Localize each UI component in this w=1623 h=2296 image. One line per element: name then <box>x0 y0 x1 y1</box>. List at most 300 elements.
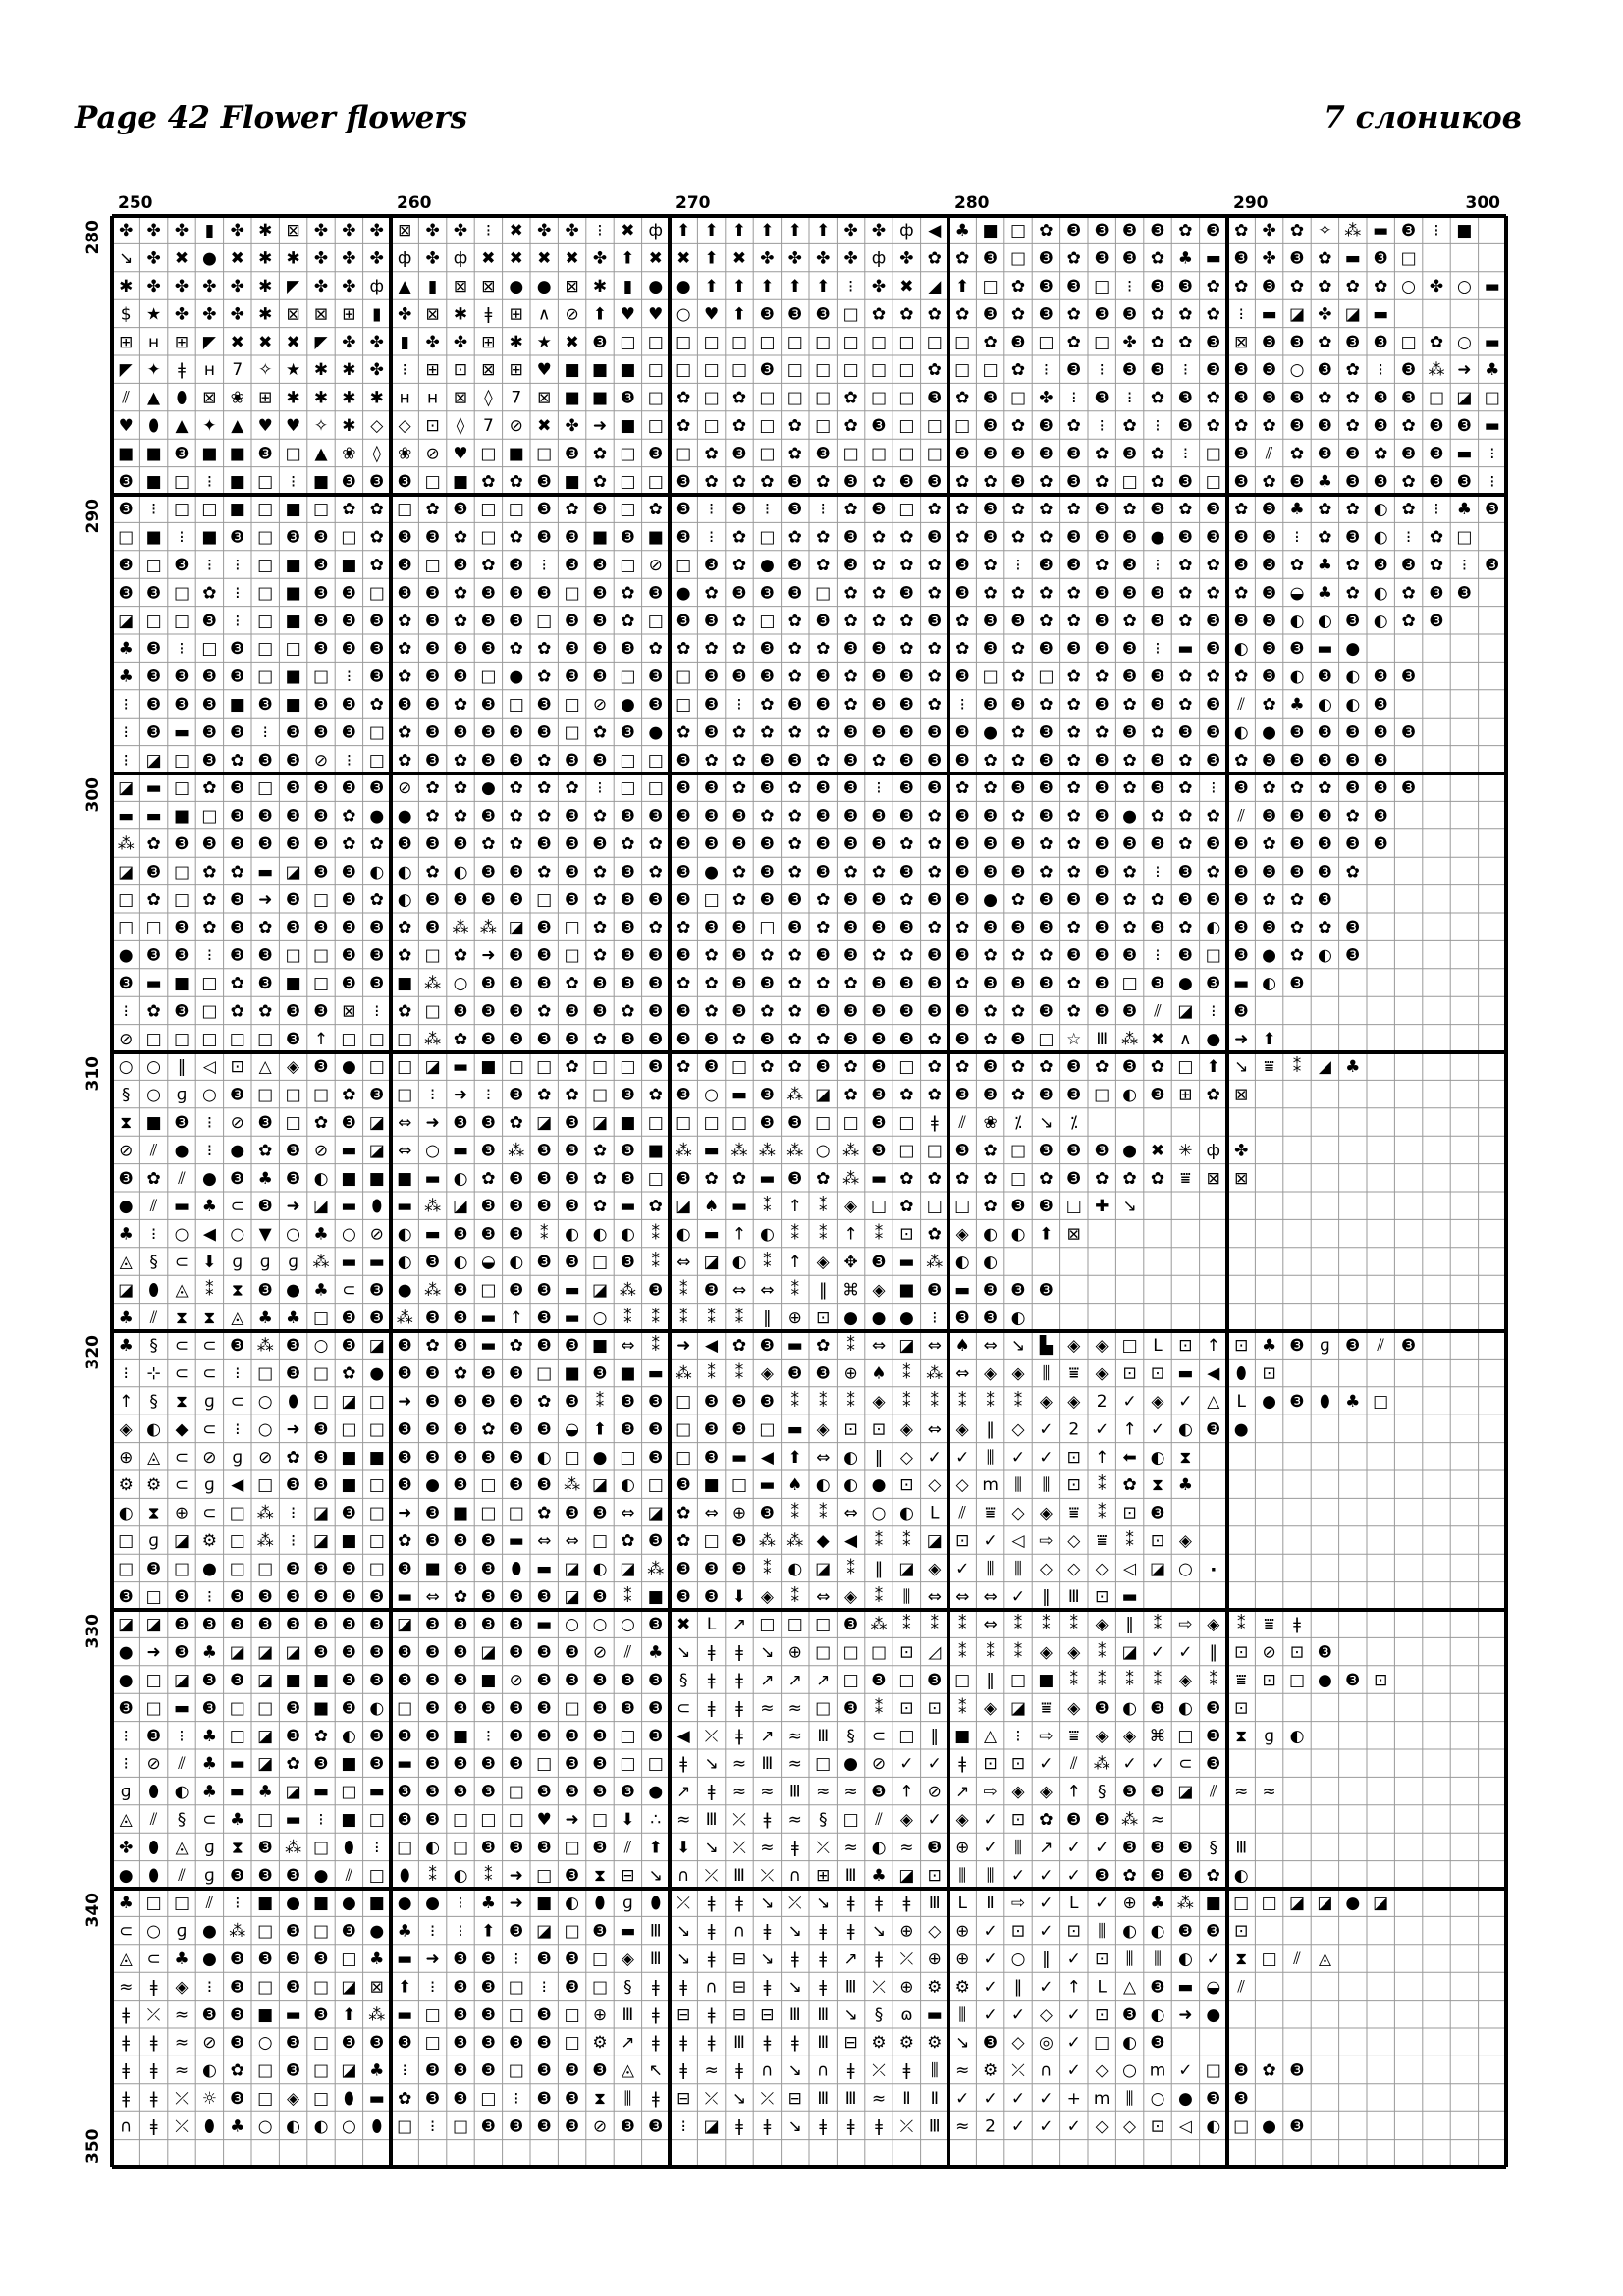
stitch-symbol: ✿ <box>1066 500 1081 520</box>
stitch-symbol: ✿ <box>1122 1168 1137 1189</box>
stitch-symbol: □ <box>620 1057 636 1078</box>
stitch-symbol: ● <box>286 1280 301 1301</box>
stitch-symbol: ❸ <box>1317 1642 1333 1663</box>
stitch-symbol: ↗ <box>731 1615 747 1635</box>
stitch-symbol: ○ <box>565 1615 580 1635</box>
stitch-symbol: ⁝ <box>290 1531 297 1551</box>
stitch-symbol: ⊘ <box>509 1671 523 1690</box>
stitch-symbol: ● <box>1345 1894 1361 1914</box>
stitch-symbol: □ <box>842 1113 859 1133</box>
stitch-symbol: ≈ <box>174 2004 189 2025</box>
stitch-symbol: □ <box>536 1865 553 1886</box>
stitch-symbol: □ <box>480 1475 497 1496</box>
stitch-symbol: ✿ <box>704 583 719 604</box>
stitch-symbol: ✿ <box>1289 556 1305 575</box>
stitch-symbol: ✿ <box>592 945 608 966</box>
stitch-symbol: ⧗ <box>231 1838 243 1858</box>
stitch-symbol: ✿ <box>899 527 914 548</box>
stitch-symbol: ❸ <box>1289 639 1305 660</box>
stitch-symbol: ɡ <box>176 1085 188 1105</box>
stitch-symbol: ● <box>1122 1141 1138 1161</box>
stitch-symbol: ⇔ <box>927 1586 942 1607</box>
stitch-symbol: ✤ <box>1039 388 1054 408</box>
stitch-symbol: ❸ <box>676 945 691 966</box>
stitch-symbol: ǂ <box>1293 1615 1301 1635</box>
stitch-symbol: ❸ <box>1289 388 1305 408</box>
stitch-symbol: □ <box>564 695 580 715</box>
stitch-symbol: □ <box>368 1057 385 1078</box>
stitch-symbol: □ <box>508 1057 524 1078</box>
stitch-symbol: ⇔ <box>927 1336 942 1357</box>
stitch-symbol: ❸ <box>453 639 468 660</box>
stitch-symbol: □ <box>368 583 385 604</box>
stitch-symbol: ❸ <box>871 834 887 854</box>
stitch-symbol: ❸ <box>927 974 943 993</box>
stitch-symbol: ⧗ <box>176 1392 188 1412</box>
stitch-symbol: ❸ <box>759 974 776 993</box>
stitch-symbol: ✿ <box>398 2089 412 2109</box>
stitch-symbol: ❸ <box>257 1197 273 1217</box>
stitch-symbol: ❸ <box>703 806 720 827</box>
stitch-symbol: ❸ <box>285 1615 301 1635</box>
stitch-symbol: ✿ <box>899 611 914 631</box>
stitch-symbol: ■ <box>285 556 301 575</box>
stitch-symbol: ⁑ <box>790 1392 800 1412</box>
stitch-symbol: ▬ <box>424 1168 441 1189</box>
stitch-symbol: □ <box>145 1029 162 1049</box>
stitch-symbol: ❸ <box>480 1029 497 1049</box>
stitch-symbol: ❸ <box>676 1586 691 1607</box>
stitch-symbol: ♣ <box>1485 360 1500 381</box>
stitch-symbol: ❸ <box>759 862 776 882</box>
stitch-symbol: ◈ <box>1011 1363 1025 1384</box>
stitch-symbol: ✿ <box>1039 611 1054 631</box>
stitch-symbol: ❸ <box>703 1447 720 1468</box>
stitch-symbol: ❸ <box>842 1615 859 1635</box>
stitch-symbol: ❸ <box>982 1280 999 1301</box>
stitch-symbol: ❸ <box>898 1029 915 1049</box>
stitch-symbol: ❸ <box>1038 248 1055 269</box>
stitch-symbol: ● <box>480 778 496 799</box>
stitch-symbol: ⁑ <box>1125 1531 1134 1551</box>
stitch-symbol: ❸ <box>536 500 552 520</box>
stitch-symbol: ✿ <box>537 1503 552 1523</box>
stitch-symbol: ❸ <box>620 722 636 743</box>
stitch-symbol: □ <box>703 332 720 352</box>
stitch-symbol: □ <box>397 1838 413 1858</box>
stitch-symbol: ◐ <box>118 1503 134 1523</box>
stitch-symbol: ⁂ <box>479 918 497 938</box>
stitch-symbol: ▬ <box>786 1419 803 1440</box>
stitch-symbol: ❸ <box>1206 834 1221 854</box>
stitch-symbol: ↑ <box>1066 1782 1081 1802</box>
stitch-symbol: ❸ <box>424 1419 441 1440</box>
stitch-symbol: ❸ <box>1150 221 1165 241</box>
stitch-symbol: ǂ <box>149 2060 158 2081</box>
stitch-symbol: ✿ <box>1066 806 1081 827</box>
stitch-symbol: □ <box>815 1113 832 1133</box>
stitch-symbol: ❸ <box>759 1029 776 1049</box>
stitch-symbol: ⊕ <box>955 1838 970 1858</box>
stitch-symbol: ❸ <box>842 918 859 938</box>
stitch-symbol: ❸ <box>313 1615 329 1635</box>
stitch-symbol: ❸ <box>703 1419 720 1440</box>
stitch-symbol: ♥ <box>257 416 273 436</box>
stitch-symbol: ❸ <box>453 1113 468 1133</box>
stitch-symbol: □ <box>118 527 135 548</box>
stitch-symbol: ⁂ <box>508 1141 525 1161</box>
stitch-symbol: □ <box>730 360 748 381</box>
stitch-symbol: ✖ <box>230 248 244 269</box>
stitch-symbol: ❸ <box>648 1029 664 1049</box>
stitch-symbol: ❸ <box>842 889 859 910</box>
stitch-symbol: ○ <box>1150 2089 1165 2109</box>
stitch-symbol: ♣ <box>369 1949 385 1969</box>
stitch-symbol: ✿ <box>592 471 608 492</box>
stitch-symbol: ⊡ <box>955 1531 970 1551</box>
stitch-symbol: ⇔ <box>398 1141 412 1161</box>
stitch-symbol: ▬ <box>759 1168 776 1189</box>
stitch-symbol: ◪ <box>285 1642 301 1663</box>
stitch-symbol: □ <box>508 2060 524 2081</box>
stitch-symbol: ❸ <box>341 1642 357 1663</box>
stitch-symbol: ⊡ <box>843 1419 858 1440</box>
stitch-symbol: ■ <box>145 444 162 464</box>
stitch-symbol: □ <box>676 667 692 687</box>
stitch-symbol: ✿ <box>1178 583 1193 604</box>
stitch-symbol: ❸ <box>731 918 747 938</box>
stitch-symbol: □ <box>480 527 497 548</box>
stitch-symbol: □ <box>536 611 553 631</box>
stitch-symbol: ❸ <box>285 1363 301 1384</box>
stitch-symbol: ✿ <box>899 639 914 660</box>
stitch-symbol: ▬ <box>536 1615 553 1635</box>
stitch-symbol: ✿ <box>816 1336 831 1357</box>
stitch-symbol: ● <box>369 1363 385 1384</box>
stitch-symbol: ❸ <box>1289 471 1305 492</box>
stitch-symbol: ✿ <box>787 527 802 548</box>
stitch-symbol: ⁝ <box>597 778 603 799</box>
stitch-symbol: ✿ <box>704 750 719 771</box>
stitch-symbol: ǂ <box>122 2060 131 2081</box>
stitch-symbol: ❸ <box>648 945 664 966</box>
stitch-symbol: ❸ <box>1345 1671 1361 1690</box>
stitch-symbol: ❸ <box>842 1029 859 1049</box>
stitch-symbol: □ <box>201 806 218 827</box>
stitch-symbol: ◪ <box>257 1642 274 1663</box>
stitch-symbol: ❸ <box>676 1559 691 1579</box>
stitch-symbol: ❸ <box>453 1671 468 1690</box>
stitch-symbol: ❸ <box>564 1865 580 1886</box>
stitch-symbol: ❸ <box>1345 918 1361 938</box>
stitch-symbol: □ <box>1233 1894 1250 1914</box>
stitch-symbol: ❸ <box>648 667 664 687</box>
stitch-symbol: ⊠ <box>1066 1224 1081 1245</box>
stitch-symbol: ✿ <box>899 1085 914 1105</box>
stitch-symbol: □ <box>898 1141 915 1161</box>
stitch-symbol: ≈ <box>955 2116 970 2137</box>
stitch-symbol: ❸ <box>871 722 887 743</box>
stitch-symbol: □ <box>397 1698 413 1719</box>
stitch-symbol: ❸ <box>509 1586 524 1607</box>
stitch-symbol: ❸ <box>509 556 524 575</box>
stitch-symbol: ‖ <box>874 1559 884 1579</box>
stitch-symbol: ➜ <box>258 889 273 910</box>
stitch-symbol: ❸ <box>592 1001 608 1022</box>
stitch-symbol: ❸ <box>1261 500 1277 520</box>
stitch-symbol: ❸ <box>536 1168 552 1189</box>
stitch-symbol: ✿ <box>1345 388 1360 408</box>
stitch-symbol: □ <box>312 500 330 520</box>
stitch-symbol: ◪ <box>676 1197 692 1217</box>
stitch-symbol: ✿ <box>955 918 970 938</box>
stitch-symbol: ❸ <box>1010 1029 1026 1049</box>
stitch-symbol: ▲ <box>231 416 244 436</box>
stitch-symbol: ❸ <box>313 1447 329 1468</box>
stitch-symbol: ⊕ <box>843 1363 858 1384</box>
stitch-symbol: ⁑ <box>818 1197 828 1217</box>
stitch-symbol: ǂ <box>735 1671 743 1690</box>
stitch-symbol: ⤫ <box>676 1894 691 1914</box>
stitch-symbol: ● <box>118 945 134 966</box>
stitch-symbol: ✿ <box>1206 304 1220 325</box>
stitch-symbol: 2 <box>1096 1392 1108 1412</box>
stitch-symbol: ✿ <box>676 974 691 993</box>
stitch-symbol: ❸ <box>509 2033 524 2054</box>
stitch-symbol: ○ <box>1456 277 1472 296</box>
stitch-symbol: ⫽ <box>149 1810 158 1830</box>
stitch-symbol: ● <box>369 1921 385 1942</box>
stitch-symbol: □ <box>1205 471 1221 492</box>
stitch-symbol: □ <box>257 778 274 799</box>
stitch-symbol: ǂ <box>679 1977 688 1998</box>
stitch-symbol: ⊟ <box>731 1949 747 1969</box>
stitch-symbol: ⁝ <box>179 527 185 548</box>
stitch-symbol: ⊕ <box>731 1503 747 1523</box>
stitch-symbol: □ <box>173 1029 190 1049</box>
stitch-symbol: ✓ <box>927 1754 942 1775</box>
stitch-symbol: ♥ <box>285 416 301 436</box>
stitch-symbol: □ <box>508 1977 524 1998</box>
stitch-symbol: ◐ <box>201 2060 217 2081</box>
stitch-symbol: ✿ <box>398 918 412 938</box>
stitch-symbol: ❸ <box>230 1586 245 1607</box>
stitch-symbol: ✿ <box>313 1113 329 1133</box>
stitch-symbol: ❸ <box>480 2060 497 2081</box>
stitch-symbol: ▬ <box>730 1197 748 1217</box>
stitch-symbol: ❸ <box>480 1559 497 1579</box>
stitch-symbol: ⊂ <box>174 1363 189 1384</box>
stitch-symbol: □ <box>1009 1671 1027 1690</box>
stitch-symbol: ‖ <box>177 1057 187 1078</box>
stitch-symbol: ≈ <box>871 2089 887 2109</box>
stitch-symbol: ❸ <box>453 1419 468 1440</box>
stitch-symbol: □ <box>564 722 580 743</box>
stitch-symbol: ✿ <box>731 416 747 436</box>
stitch-symbol: ❸ <box>982 248 999 269</box>
stitch-symbol: ♣ <box>397 1921 412 1942</box>
stitch-symbol: ◪ <box>368 1113 385 1133</box>
stitch-symbol: ▬ <box>759 1475 776 1496</box>
stitch-symbol: ∩ <box>732 1921 746 1942</box>
stitch-symbol: ✓ <box>1095 1838 1109 1858</box>
stitch-symbol: ❸ <box>424 1253 441 1272</box>
stitch-symbol: ✿ <box>816 471 831 492</box>
stitch-symbol: ⩸ <box>1068 1726 1079 1746</box>
column-label: 290 <box>1233 193 1269 213</box>
stitch-symbol: ⁝ <box>1155 416 1161 436</box>
stitch-symbol: ● <box>1262 722 1277 743</box>
stitch-symbol: ❸ <box>927 471 943 492</box>
stitch-symbol: ⧗ <box>1179 1447 1192 1468</box>
stitch-symbol: ❸ <box>1373 695 1388 715</box>
stitch-symbol: ◐ <box>1122 1085 1138 1105</box>
stitch-symbol: ❸ <box>453 2004 468 2025</box>
stitch-symbol: ❸ <box>1289 1336 1305 1357</box>
stitch-symbol: ♣ <box>118 1336 134 1357</box>
stitch-symbol: ● <box>425 1475 441 1496</box>
stitch-symbol: □ <box>647 1113 664 1133</box>
stitch-symbol: ➜ <box>146 1642 161 1663</box>
stitch-symbol: ⁑ <box>902 1392 911 1412</box>
stitch-symbol: ❸ <box>703 918 720 938</box>
stitch-symbol: ◐ <box>397 1253 412 1272</box>
stitch-symbol: ⁑ <box>1013 1615 1023 1635</box>
stitch-symbol: ⧗ <box>120 1113 133 1133</box>
stitch-symbol: ⁝ <box>123 722 129 743</box>
stitch-symbol: ✤ <box>119 1838 134 1858</box>
stitch-symbol: ⊕ <box>119 1447 134 1468</box>
stitch-symbol: ⤫ <box>899 1949 914 1969</box>
stitch-symbol: ⁝ <box>1015 556 1021 575</box>
stitch-symbol: ✿ <box>369 500 384 520</box>
stitch-symbol: ✿ <box>537 862 552 882</box>
stitch-symbol: ✖ <box>621 221 635 241</box>
stitch-symbol: ◢ <box>1318 1057 1331 1078</box>
stitch-symbol: ✿ <box>1262 778 1276 799</box>
stitch-symbol: ✿ <box>1318 918 1332 938</box>
stitch-symbol: ❸ <box>285 1586 301 1607</box>
stitch-symbol: ❸ <box>230 834 245 854</box>
stitch-symbol: ■ <box>285 611 301 631</box>
stitch-symbol: □ <box>703 388 720 408</box>
stitch-symbol: ✓ <box>1010 2089 1026 2109</box>
stitch-symbol: Ⅲ <box>817 2033 830 2054</box>
stitch-symbol: ❸ <box>313 611 329 631</box>
stitch-symbol: ◤ <box>202 332 216 352</box>
row-label: 300 <box>83 777 103 813</box>
stitch-symbol: ❸ <box>397 1336 412 1357</box>
stitch-symbol: ■ <box>341 1531 357 1551</box>
stitch-symbol: ⁝ <box>206 471 213 492</box>
stitch-symbol: ❸ <box>676 471 691 492</box>
stitch-symbol: ✿ <box>787 1057 802 1078</box>
stitch-symbol: ♣ <box>1345 1057 1361 1078</box>
stitch-symbol: ◐ <box>1233 1865 1249 1886</box>
stitch-symbol: ❸ <box>898 862 915 882</box>
stitch-symbol: ✓ <box>983 1810 998 1830</box>
stitch-symbol: □ <box>620 778 636 799</box>
stitch-symbol: ❸ <box>927 1671 943 1690</box>
stitch-symbol: ✿ <box>453 583 468 604</box>
stitch-symbol: ❸ <box>424 2060 441 2081</box>
stitch-symbol: ❸ <box>1289 974 1305 993</box>
stitch-symbol: ⁑ <box>763 1253 772 1272</box>
stitch-symbol: ❸ <box>787 889 803 910</box>
stitch-symbol: ⊂ <box>202 1336 217 1357</box>
stitch-symbol: ● <box>898 1308 914 1328</box>
stitch-symbol: ❸ <box>1345 332 1361 352</box>
stitch-symbol: ❸ <box>480 1447 497 1468</box>
stitch-symbol: ❸ <box>564 2089 580 2109</box>
stitch-symbol: ❸ <box>898 806 915 827</box>
stitch-symbol: ◇ <box>398 416 411 436</box>
stitch-symbol: ✿ <box>843 388 858 408</box>
stitch-symbol: □ <box>229 1029 245 1049</box>
stitch-symbol: ● <box>676 583 691 604</box>
stitch-symbol: ◐ <box>1233 639 1249 660</box>
stitch-symbol: ❸ <box>1177 277 1194 296</box>
stitch-symbol: ǂ <box>149 2033 158 2054</box>
stitch-symbol: ♣ <box>118 639 134 660</box>
stitch-symbol: ➜ <box>509 1865 523 1886</box>
stitch-symbol: ❸ <box>564 806 580 827</box>
stitch-symbol: ● <box>1122 806 1138 827</box>
stitch-symbol: ⫼ <box>986 1865 995 1886</box>
stitch-symbol: ❸ <box>1038 1141 1055 1161</box>
stitch-symbol: □ <box>703 1531 720 1551</box>
stitch-symbol: ɡ <box>232 1447 243 1468</box>
stitch-symbol: ⫽ <box>958 1113 966 1133</box>
stitch-symbol: ❸ <box>1121 722 1138 743</box>
stitch-symbol: ✿ <box>342 806 356 827</box>
stitch-symbol: □ <box>815 583 832 604</box>
stitch-symbol: ❸ <box>871 500 887 520</box>
stitch-symbol: ❸ <box>424 1503 441 1523</box>
stitch-symbol: ♥ <box>648 304 664 325</box>
stitch-symbol: ⁝ <box>1461 556 1468 575</box>
stitch-symbol: ◐ <box>397 862 412 882</box>
stitch-symbol: □ <box>341 1419 357 1440</box>
stitch-symbol: ➜ <box>592 416 608 436</box>
stitch-symbol: ⫽ <box>1293 1949 1301 1969</box>
stitch-symbol: ✿ <box>1289 889 1305 910</box>
stitch-symbol: □ <box>676 332 692 352</box>
stitch-symbol: ♣ <box>201 1726 218 1746</box>
stitch-symbol: □ <box>1009 388 1027 408</box>
stitch-symbol: ⁂ <box>452 918 469 938</box>
stitch-symbol: □ <box>312 1085 330 1105</box>
stitch-symbol: ❸ <box>313 639 329 660</box>
stitch-symbol: ❸ <box>341 1113 357 1133</box>
stitch-symbol: ♣ <box>871 1865 887 1886</box>
stitch-symbol: ⤫ <box>704 2089 719 2109</box>
stitch-symbol: ⁂ <box>675 1141 692 1161</box>
stitch-symbol: ↘ <box>731 2089 747 2109</box>
stitch-symbol: ○ <box>1122 2060 1138 2081</box>
stitch-symbol: ❸ <box>842 556 859 575</box>
stitch-symbol: ◪ <box>257 1671 274 1690</box>
stitch-symbol: ● <box>174 1141 189 1161</box>
stitch-symbol: □ <box>229 1559 245 1579</box>
stitch-symbol: ✤ <box>871 277 887 296</box>
stitch-symbol: ❸ <box>341 471 357 492</box>
stitch-symbol: ❸ <box>592 1503 608 1523</box>
stitch-symbol: ⁑ <box>818 1392 828 1412</box>
stitch-symbol: ✿ <box>731 639 747 660</box>
stitch-symbol: ❸ <box>592 332 608 352</box>
stitch-symbol: ❸ <box>536 1336 552 1357</box>
